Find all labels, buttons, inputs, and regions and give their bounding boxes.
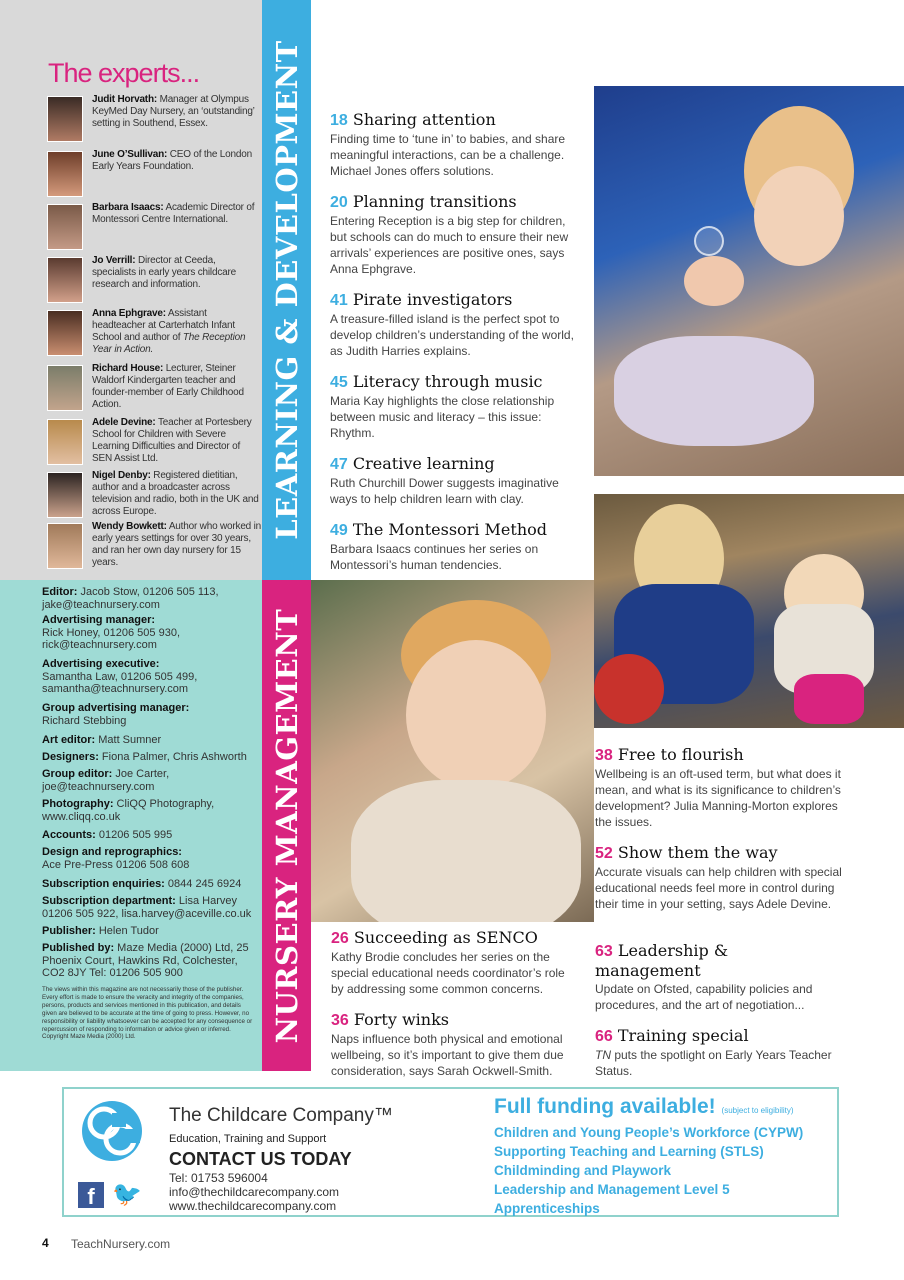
article[interactable]: [595, 1026, 845, 1079]
article-title: 66 Training special: [595, 1026, 749, 1045]
article-title: 36 Forty winks: [331, 1010, 449, 1029]
ad-email[interactable]: info@thechildcarecompany.com: [169, 1185, 340, 1199]
expert-photo: [47, 419, 83, 465]
disclaimer: The views within this magazine are not necessarily those of the publisher. Every effort is made to ensure the veracity and integrity of the companies, persons, products and services mentioned in this publication, and details given are believed to be accurate at the time of going to press. However, no responsibility or liability whatsoever can be accepted for any consequence or repercussion of responding to information or advice given or inferred. Copyright Maze Media (2000) Ltd.: [42, 986, 253, 1041]
article[interactable]: [595, 941, 845, 1013]
experts-panel: [0, 0, 262, 580]
ad-funding-headline: Full funding available! (subject to eligibility): [494, 1095, 794, 1118]
article[interactable]: [330, 454, 580, 507]
article-desc: Wellbeing is an oft-used term, but what does it mean, and what is its significance to children’s development? Julia Manning-Morton explores the issues.: [595, 767, 841, 829]
credit-accounts: Accounts: 01206 505 995: [42, 829, 173, 841]
expert-text: Judit Horvath: Manager at Olympus KeyMed Day Nursery, an ‘outstanding’ setting in Southend, Essex.: [92, 94, 255, 129]
ad-course-item: Apprenticeships: [494, 1201, 600, 1216]
article-desc: Accurate visuals can help children with special educational needs feel more in control during their time in your setting, says Adele Devine.: [595, 865, 842, 911]
photo-girl-bubbles: [594, 86, 904, 476]
article-desc: A treasure-filled island is the perfect spot to develop children’s understanding of the world, as Judith Harries explains.: [330, 312, 574, 358]
credit-advertising-executive: Advertising executive: Samantha Law, 01206 505 499, samantha@teachnursery.com: [42, 658, 198, 696]
photo-outdoor-play: [594, 494, 904, 728]
article-title: 47 Creative learning: [330, 454, 495, 473]
credit-subscription-enquiries: Subscription enquiries: 0844 245 6924: [42, 878, 242, 890]
expert-entry: [47, 151, 259, 203]
expert-text: June O’Sullivan: CEO of the London Early Years Foundation.: [92, 149, 252, 172]
ad-course-item: Childminding and Playwork: [494, 1163, 672, 1178]
article-desc: Maria Kay highlights the close relationship between music and literacy – this issue: Rhythm.: [330, 394, 555, 440]
expert-text: Adele Devine: Teacher at Portesbery School for Children with Severe Learning Difficulties and Director of SEN Assist Ltd.: [92, 417, 252, 464]
ad-telephone[interactable]: Tel: 01753 596004: [169, 1171, 268, 1185]
expert-photo: [47, 96, 83, 142]
ad-contact-heading: CONTACT US TODAY: [169, 1149, 352, 1169]
facebook-icon[interactable]: f: [78, 1182, 104, 1208]
expert-photo: [47, 257, 83, 303]
article-desc: Kathy Brodie concludes her series on the special educational needs coordinator’s role by addressing some common concerns.: [331, 950, 565, 996]
expert-photo: [47, 310, 83, 356]
credit-group-ad-manager: Group advertising manager: Richard Stebbing: [42, 702, 190, 727]
footer-site: TeachNursery.com: [71, 1237, 171, 1251]
credit-group-editor: Group editor: Joe Carter, joe@teachnursery.com: [42, 768, 170, 793]
article-desc: Finding time to ‘tune in’ to babies, and share meaningful interactions, can be a challenge. Michael Jones offers solutions.: [330, 132, 566, 178]
article[interactable]: [595, 843, 845, 912]
ad-course-item: Supporting Teaching and Learning (STLS): [494, 1144, 764, 1159]
credit-design-repro: Design and reprographics: Ace Pre-Press 01206 508 608: [42, 846, 190, 871]
ad-tagline: Education, Training and Support: [169, 1133, 327, 1145]
section-band-nursery: [262, 580, 311, 1071]
expert-photo: [47, 472, 83, 518]
article-title: 52 Show them the way: [595, 843, 778, 862]
article-title: 49 The Montessori Method: [330, 520, 547, 539]
expert-entry: [47, 310, 259, 362]
childcare-company-logo: [78, 1099, 156, 1163]
article-desc: TN puts the spotlight on Early Years Teacher Status.: [595, 1048, 832, 1078]
expert-text: Anna Ephgrave: Assistant headteacher at Carterhatch Infant School and author of The Reception Year in Action.: [92, 308, 246, 355]
expert-text: Wendy Bowkett: Author who worked in early years settings for over 30 years, and ran her own day nursery for 15 years.: [92, 521, 262, 568]
article-desc: Update on Ofsted, capability policies and procedures, and the art of negotiation...: [595, 982, 813, 1012]
credit-photography: Photography: CliQQ Photography, www.cliqq.co.uk: [42, 798, 215, 823]
expert-entry: [47, 257, 259, 309]
article-title: 20 Planning transitions: [330, 192, 517, 211]
twitter-icon[interactable]: 🐦: [112, 1181, 142, 1208]
ad-funding-block: [494, 1095, 834, 1218]
article[interactable]: [330, 372, 580, 441]
experts-title: The experts...: [48, 58, 200, 88]
article-title: 38 Free to flourish: [595, 745, 744, 764]
photo-boy-portrait: [311, 580, 594, 922]
credit-designers: Designers: Fiona Palmer, Chris Ashworth: [42, 751, 247, 763]
article-desc: Entering Reception is a big step for children, but schools can do much to ensure their new arrivals’ experiences are positive ones, says Anna Ephgrave.: [330, 214, 569, 276]
section-title-learning: LEARNING & DEVELOPMENT: [269, 40, 304, 540]
article-title: 63 Leadership & management: [595, 941, 729, 980]
article[interactable]: [331, 1010, 579, 1079]
expert-entry: [47, 96, 259, 148]
credit-art-editor: Art editor: Matt Sumner: [42, 734, 162, 746]
page-number: 4: [42, 1236, 49, 1250]
credit-published-by: Published by: Maze Media (2000) Ltd, 25 Phoenix Court, Hawkins Rd, Colchester, CO2 8JY Tel: 01206 505 900: [42, 942, 249, 980]
section-title-nursery: NURSERY MANAGEMENT: [269, 608, 304, 1043]
credit-publisher: Publisher: Helen Tudor: [42, 925, 159, 937]
article[interactable]: [331, 928, 579, 997]
ad-company-name: The Childcare Company™: [169, 1105, 393, 1126]
article-title: 45 Literacy through music: [330, 372, 543, 391]
article-title: 18 Sharing attention: [330, 110, 496, 129]
expert-text: Jo Verrill: Director at Ceeda, specialists in early years childcare research and information.: [92, 255, 236, 290]
ad-course-item: Children and Young People’s Workforce (CYPW): [494, 1125, 804, 1140]
expert-entry: [47, 204, 259, 256]
section-band-learning: [262, 0, 311, 580]
article-title: 26 Succeeding as SENCO: [331, 928, 538, 947]
expert-entry: [47, 521, 262, 575]
childcare-company-ad[interactable]: [62, 1087, 839, 1217]
article[interactable]: [330, 110, 580, 179]
expert-entry: [47, 365, 259, 417]
expert-entry: [47, 472, 259, 524]
article[interactable]: [330, 290, 580, 359]
article-title: 41 Pirate investigators: [330, 290, 513, 309]
article[interactable]: [595, 745, 845, 830]
expert-photo: [47, 204, 83, 250]
expert-photo: [47, 365, 83, 411]
expert-text: Nigel Denby: Registered dietitian, author and a broadcaster across television and radio, both in the UK and across Europe.: [92, 470, 259, 517]
article-desc: Ruth Churchill Dower suggests imaginative ways to help children learn with clay.: [330, 476, 559, 506]
expert-photo: [47, 151, 83, 197]
article-desc: Barbara Isaacs continues her series on Montessori’s human tendencies.: [330, 542, 539, 572]
article[interactable]: [330, 520, 580, 573]
credit-advertising-manager: Advertising manager: Rick Honey, 01206 505 930, rick@teachnursery.com: [42, 614, 180, 652]
expert-entry: [47, 419, 259, 471]
ad-course-item: Leadership and Management Level 5: [494, 1182, 730, 1197]
article-desc: Naps influence both physical and emotional wellbeing, so it’s important to give them due consideration, says Sarah Ockwell-Smith.: [331, 1032, 564, 1078]
article[interactable]: [330, 192, 580, 277]
credit-editor: Editor: Jacob Stow, 01206 505 113, jake@teachnursery.com: [42, 586, 219, 611]
expert-photo: [47, 523, 83, 569]
expert-text: Barbara Isaacs: Academic Director of Montessori Centre International.: [92, 202, 255, 225]
ad-website[interactable]: www.thechildcarecompany.com: [169, 1199, 337, 1213]
expert-text: Richard House: Lecturer, Steiner Waldorf Kindergarten teacher and founder-member of Early Childhood Action.: [92, 363, 244, 410]
credit-subscription-department: Subscription department: Lisa Harvey 01206 505 922, lisa.harvey@aceville.co.uk: [42, 895, 252, 920]
